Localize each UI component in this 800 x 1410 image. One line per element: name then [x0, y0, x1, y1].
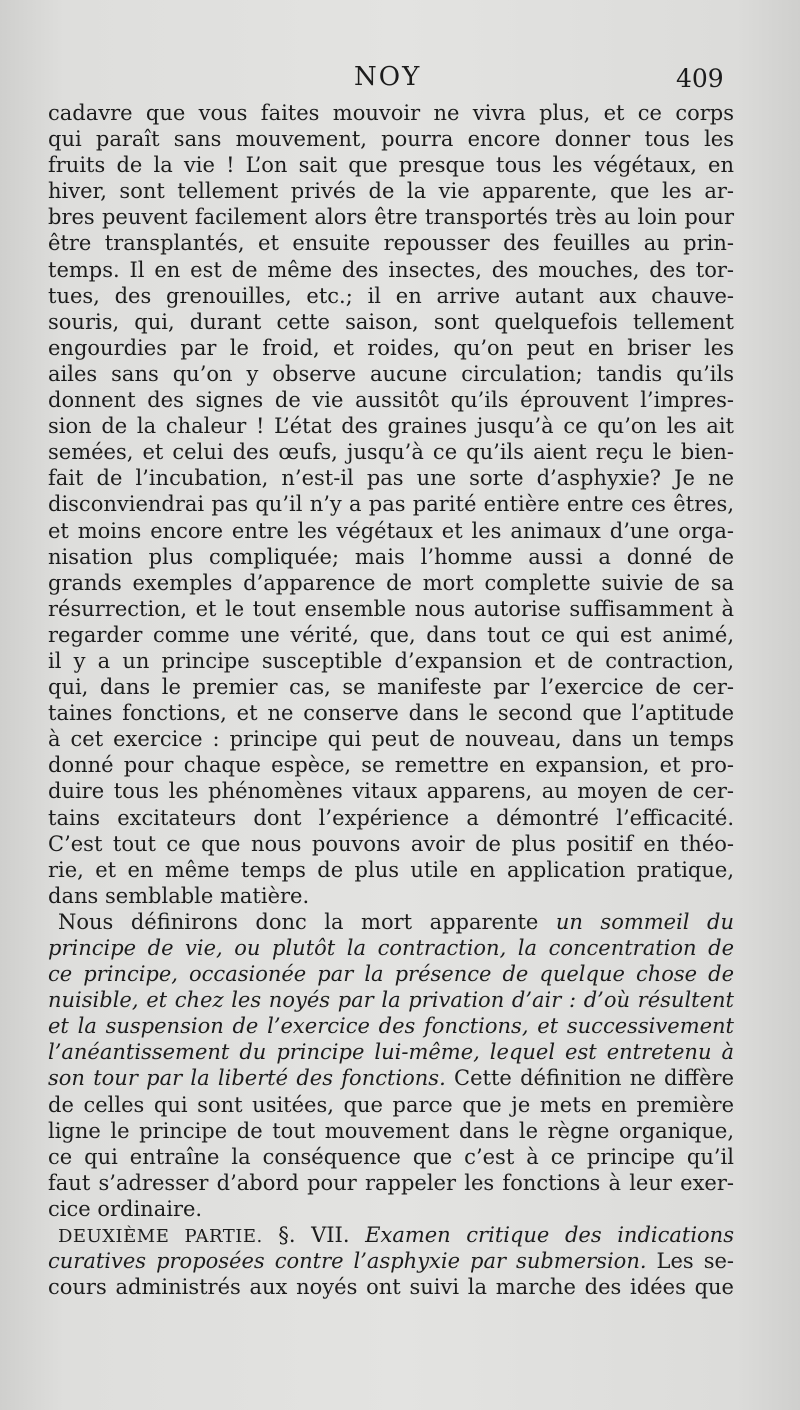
part-label: DEUXIÈME PARTIE.: [58, 1226, 263, 1248]
text-line: résurrection, et le tout ensemble nous autorise suffisamment à: [48, 596, 734, 621]
text-line: disconviendrai pas qu’il n’y a pas parité entière entre ces êtres,: [48, 492, 734, 517]
text-line: engourdies par le froid, et roides, qu’on peut en briser les: [48, 335, 734, 360]
text-line: cours administrés aux noyés ont suivi la marche des idées que: [48, 1275, 734, 1300]
text-line: grands exemples d’apparence de mort complette suivie de sa: [48, 570, 734, 595]
text-line: cadavre que vous faites mouvoir ne vivra plus, et ce corps: [48, 101, 734, 125]
text-line: sion de la chaleur ! L’état des graines jusqu’à ce qu’on les ait: [48, 414, 734, 439]
text-line: qui, dans le premier cas, se manifeste par l’exercice de cer-: [48, 675, 734, 700]
running-head: NOY: [354, 62, 422, 92]
text-line: hiver, sont tellement privés de la vie apparente, que les ar-: [48, 179, 734, 204]
text-line: l’anéantissement du principe lui-même, lequel est entretenu à: [48, 1040, 734, 1065]
text-line: à cet exercice : principe qui peut de nouveau, dans un temps: [48, 727, 734, 752]
text-line: nisation plus compliquée; mais l’homme aussi a donné de: [48, 544, 734, 569]
page-header: [0, 62, 800, 98]
text-line: regarder comme une vérité, que, dans tout ce qui est animé,: [48, 622, 734, 647]
text-line: curatives proposées contre l’asphyxie par submersion. Les se-: [48, 1249, 734, 1274]
text-line: ailes sans qu’on y observe aucune circulation; tandis qu’ils: [48, 361, 734, 386]
text-line: temps. Il en est de même des insectes, des mouches, des tor-: [48, 257, 734, 282]
text-line: semées, et celui des œufs, jusqu’à ce qu’ils aient reçu le bien-: [48, 440, 734, 465]
text-line: souris, qui, durant cette saison, sont quelquefois tellement: [48, 309, 734, 334]
paragraph-1: [48, 100, 734, 909]
text-line: tains excitateurs dont l’expérience a démontré l’efficacité.: [48, 805, 734, 830]
text-line: et la suspension de l’exercice des fonctions, et successivement: [48, 1014, 734, 1039]
text-line: donnent des signes de vie aussitôt qu’ils éprouvent l’impres-: [48, 388, 734, 413]
text-line: duire tous les phénomènes vitaux apparens, au moyen de cer-: [48, 779, 734, 804]
text-line: fruits de la vie ! L’on sait que presque tous les végétaux, en: [48, 153, 734, 178]
text-line: son tour par la liberté des fonctions. Cette définition ne diffère: [48, 1066, 734, 1091]
text-line: Nous définirons donc la mort apparente un sommeil du: [58, 909, 734, 934]
text-line: rie, et en même temps de plus utile en application pratique,: [48, 857, 734, 882]
text-line: ce principe, occasionée par la présence de quelque chose de: [48, 962, 734, 987]
text-line: cice ordinaire.: [48, 1196, 203, 1221]
text-line: qui paraît sans mouvement, pourra encore donner tous les: [48, 127, 734, 152]
section-vii: [48, 1222, 734, 1300]
text-line: tues, des grenouilles, etc.; il en arrive autant aux chauve-: [48, 283, 734, 308]
section-title: Examen critique des indications: [365, 1223, 734, 1248]
text-line: ligne le principe de tout mouvement dans le règne organique,: [48, 1118, 734, 1143]
text-line: faut s’adresser d’abord pour rappeler les fonctions à leur exer-: [48, 1170, 734, 1195]
text-line: de celles qui sont usitées, que parce que je mets en première: [48, 1092, 734, 1117]
text-line: principe de vie, ou plutôt la contraction, la concentration de: [48, 936, 734, 960]
text-line: dans semblable matière.: [48, 883, 310, 908]
text-line: être transplantés, et ensuite repousser des feuilles au prin-: [48, 231, 734, 256]
text-line: fait de l’incubation, n’est-il pas une sorte d’asphyxie? Je ne: [48, 466, 734, 491]
text-line: ce qui entraîne la conséquence que c’est à ce principe qu’il: [48, 1144, 734, 1169]
text-line: et moins encore entre les végétaux et les animaux d’une orga-: [48, 518, 734, 543]
paragraph-2: [48, 909, 734, 1222]
text-line: C’est tout ce que nous pouvons avoir de plus positif en théo-: [48, 831, 734, 856]
text-line: nuisible, et chez les noyés par la privation d’air : d’où résultent: [48, 988, 734, 1013]
text-line: taines fonctions, et ne conserve dans le second que l’aptitude: [48, 701, 734, 726]
text-line: bres peuvent facilement alors être transportés très au loin pour: [48, 205, 734, 230]
text-line: il y a un principe susceptible d’expansion et de contraction,: [48, 648, 734, 673]
text-line: donné pour chaque espèce, se remettre en expansion, et pro-: [48, 753, 734, 778]
page-number: 409: [676, 64, 724, 93]
section-number: §. VII.: [278, 1223, 350, 1248]
body-text: [48, 100, 734, 1300]
section-heading: [48, 1222, 734, 1248]
